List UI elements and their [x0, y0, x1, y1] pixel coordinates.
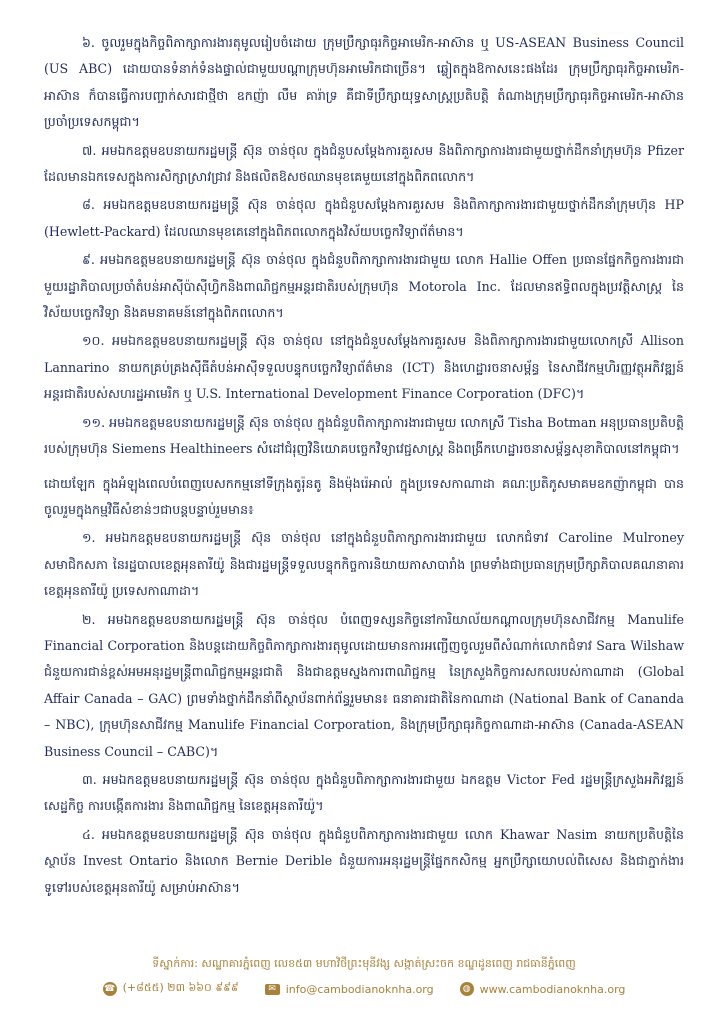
- page-footer: [0, 955, 728, 997]
- paragraph-item-9: ៩. អមឯកឧត្តមឧបនាយករដ្ឋមន្ត្រី ស៊ុន ចាន់ថុល ក្នុងជំនួបពិភាក្សាការងារជាមួយ លោក Hallie Offen ប្រធានផ្នែកកិច្ចការងារជាមួយរដ្ឋាភិបាលប្រចាំតំបន់អាស៊ីប៉ាស៊ីហ្វិកនិងពាណិជ្ជកម្មអន្តរជាតិរបស់ក្រុមហ៊ុន Motorola Inc. ដែលមានឥទ្ធិពលក្នុងប្រវត្តិសាស្ត្រ នៃវិស័យបច្ចេកវិទ្យា និងគមនាគមន៍នៅក្នុងពិភពលោក។: [44, 252, 684, 321]
- paragraph-item-10: ១០. អមឯកឧត្តមឧបនាយករដ្ឋមន្ត្រី ស៊ុន ចាន់ថុល នៅក្នុងជំនួបសម្តែងការគួរសម និងពិភាក្សាការងារជាមួយលោកស្រី Allison Lannarino នាយកគ្រប់គ្រងស៊ីធីតំបន់អាស៊ីទទួលបន្ទុកបច្ចេកវិទ្យាព័ត៌មាន (ICT) និងហេដ្ឋារចនាសម្ព័ន្ធ នៃសាជីវកម្មហិរញ្ញវត្ថុអភិវឌ្ឍន៍អន្តរជាតិរបស់សហរដ្ឋអាមេរិក ឬ U.S. International Development Finance Corporation (DFC)។: [44, 333, 684, 402]
- globe-icon: ◍: [460, 982, 474, 996]
- paragraph-item-11: ១១. អមឯកឧត្តមឧបនាយករដ្ឋមន្ត្រី ស៊ុន ចាន់ថុល ក្នុងជំនួបពិភាក្សាការងារជាមួយ លោកស្រី Tisha Botman អនុប្រធានប្រតិបត្តិរបស់ក្រុមហ៊ុន Siemens Healthineers សំដៅជំរុញវិនិយោគបច្ចេកវិទ្យាវេជ្ជសាស្ត្រ និងពង្រីកហេដ្ឋារចនាសម្ព័ន្ធសុខាភិបាលនៅកម្ពុជា។: [44, 414, 684, 457]
- footer-website-text[interactable]: www.cambodianoknha.org: [479, 982, 626, 996]
- canada-intro-paragraph: ដោយឡែក ក្នុងអំឡុងពេលបំពេញបេសកកម្មនៅទីក្រុងតូរ៉ុនតូ និងម៉ុងរ៉េអាល់ ក្នុងប្រទេសកាណាដា គណៈប្រតិភូសមាគមឧកញ៉ាកម្ពុជា បានចូលរួមក្នុងកម្មវិធីសំខាន់ៗជាបន្តបន្ទាប់រួមមាន៖: [44, 475, 684, 517]
- footer-email[interactable]: [265, 983, 434, 996]
- footer-phone: [103, 981, 239, 997]
- paragraph-item-6: ៦. ចូលរួមក្នុងកិច្ចពិភាក្សាការងារតុមូលរៀបចំដោយ ក្រុមប្រឹក្សាធុរកិច្ចអាមេរិក-អាស៊ាន ឬ US-ASEAN Business Council (US ABC) ដោយបានទំនាក់ទំនងផ្ទាល់ជាមួយបណ្តាក្រុមហ៊ុនអាមេរិកជាច្រើន។ ឆ្លៀតក្នុងឱកាសនេះផងដែរ ក្រុមប្រឹក្សាធុរកិច្ចអាមេរិក-អាស៊ាន ក៏បានធ្វើការបញ្ចាក់សារជាថ្មីថា ឧកញ៉ា លឹម គារ៉ាទ្រ គឺជាទីប្រឹក្សាយុទ្ធសាស្ត្រប្រតិបត្តិ តំណាងក្រុមប្រឹក្សាធុរកិច្ចអាមេរិក-អាស៊ាន ប្រចាំប្រទេសកម្ពុជា។: [44, 35, 684, 130]
- canada-item-2: ២. អមឯកឧត្តមឧបនាយករដ្ឋមន្ត្រី ស៊ុន ចាន់ថុល បំពេញទស្សនកិច្ចនៅការិយាល័យកណ្តាលក្រុមហ៊ុនសាជីវកម្ម Manulife Financial Corporation និងបន្តដោយកិច្ចពិភាក្សាការងារតុមូលដោយមានការអញ្ជើញចូលរួមពីសំណាក់លោកជំទាវ Sara Wilshaw ជំនួយការជាន់ខ្ពស់អមអនុរដ្ឋមន្ត្រីពាណិជ្ជកម្មអន្តរជាតិ និងជាឧត្តមស្នងការពាណិជ្ជកម្ម នៃក្រសួងកិច្ចការសកលរបស់កាណាដា (Global Affair Canada – GAC) ព្រមទាំងថ្នាក់ដឹកនាំពីស្ថាប័នពាក់ព័ន្ធរួមមាន៖ ធនាគារជាតិនៃកាណាដា (National Bank of Cananda – NBC), ក្រុមហ៊ុនសាជីវកម្ម Manulife Financial Corporation, និងក្រុមប្រឹក្សាធុរកិច្ចកាណាដា-អាស៊ាន (Canada-ASEAN Business Council – CABC)។: [44, 611, 684, 759]
- document-body: [44, 30, 684, 903]
- footer-website[interactable]: [460, 982, 626, 996]
- paragraph-item-8: ៨. អមឯកឧត្តមឧបនាយករដ្ឋមន្ត្រី ស៊ុន ចាន់ថុល ក្នុងជំនួបសម្តែងការគួរសម និងពិភាក្សាការងារជាមួយថ្នាក់ដឹកនាំក្រុមហ៊ុន HP (Hewlett-Packard) ដែលឈានមុខគេនៅក្នុងពិភពលោកក្នុងវិស័យបច្ចេកវិទ្យាព័ត៌មាន។: [44, 197, 684, 239]
- mail-icon: ✉: [265, 984, 280, 995]
- footer-contacts: [0, 981, 728, 997]
- canada-item-3: ៣. អមឯកឧត្តមឧបនាយករដ្ឋមន្ត្រី ស៊ុន ចាន់ថុល ក្នុងជំនួបពិភាក្សាការងារជាមួយ ឯកឧត្តម Victor Fed រដ្ឋមន្ត្រីក្រសួងអភិវឌ្ឍន៍សេដ្ឋកិច្ច ការបង្កើតការងារ និងពាណិជ្ជកម្ម នៃខេត្តអុនតារីយ៉ូ។: [44, 771, 684, 814]
- canada-item-1: ១. អមឯកឧត្តមឧបនាយករដ្ឋមន្ត្រី ស៊ុន ចាន់ថុល នៅក្នុងជំនួបពិភាក្សាការងារជាមួយ លោកជំទាវ Caroline Mulroney សមាជិកសភា នៃរដ្ឋបាលខេត្តអុនតារីយ៉ូ និងជារដ្ឋមន្ត្រីទទួលបន្ទុកកិច្ចការនិយាយភាសាបារាំង ព្រមទាំងជាប្រធានក្រុមប្រឹក្សាភិបាលគណនាគារខេត្តអុនតារីយ៉ូ ប្រទេសកាណាដា។: [44, 530, 684, 599]
- paragraph-item-7: ៧. អមឯកឧត្តមឧបនាយករដ្ឋមន្ត្រី ស៊ុន ចាន់ថុល ក្នុងជំនួបសម្តែងការគួរសម និងពិភាក្សាការងារជាមួយថ្នាក់ដឹកនាំក្រុមហ៊ុន Pfizer ដែលមានឯកទេសក្នុងការសិក្សាស្រាវជ្រាវ និងផលិតឱសថឈានមុខគេមួយនៅក្នុងពិភពលោក។: [44, 142, 684, 185]
- canada-item-4: ៤. អមឯកឧត្តមឧបនាយករដ្ឋមន្ត្រី ស៊ុន ចាន់ថុល ក្នុងជំនួបពិភាក្សាការងារជាមួយ លោក Khawar Nasim នាយកប្រតិបត្តិនៃស្ថាប័ន Invest Ontario និងលោក Bernie Derible ជំនួយការអនុរដ្ឋមន្ត្រីផ្នែកកសិកម្ម អ្នកប្រឹក្សាយោបល់ពិសេស និងជាភ្នាក់ងារទូទៅរបស់ខេត្តអុនតារីយ៉ូ សម្រាប់អាស៊ាន។: [44, 826, 684, 895]
- footer-phone-text: (+៨៥៥) ២៣ ៦៦០ ៩៩៩: [122, 981, 239, 994]
- footer-address: ទីស្នាក់ការ: សណ្ឋាគារភ្នំពេញ លេខ៥៣ មហាវិថីព្រះមុនីវង្ស សង្កាត់ស្រះចក ខណ្ឌដូនពេញ រាជធានីភ្នំពេញ: [152, 957, 576, 970]
- footer-email-text[interactable]: info@cambodianoknha.org: [285, 982, 434, 996]
- phone-icon: ☎: [103, 984, 116, 994]
